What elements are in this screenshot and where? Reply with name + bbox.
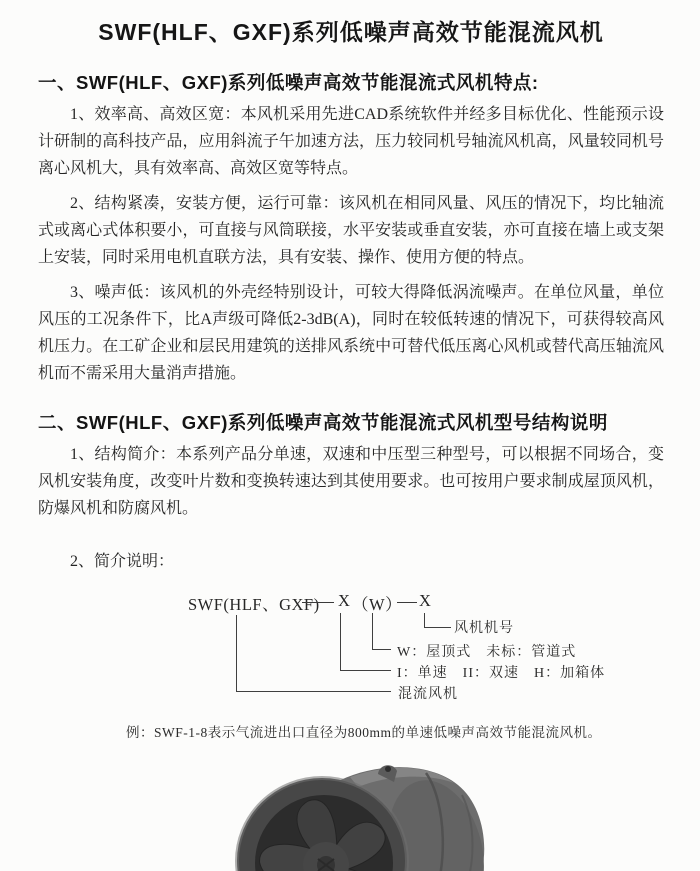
section1-paragraph-2: 2、结构紧凑，安装方便，运行可靠：该风机在相同风量、风压的情况下，均比轴流式或离心式体积要小，可直接与风筒联接，水平安装或垂直安装，亦可直接在墙上或支架上安装，同时采用电机直联方法，具有安装、操作、使用方便的特点。 bbox=[38, 195, 664, 266]
formula-dash-1 bbox=[302, 602, 334, 603]
section1-paragraph-1: 1、效率高、高效区宽：本风机采用先进CAD系统软件并经多目标优化、性能预示设计研制的高科技产品，应用斜流子午加速方法，压力较同机号轴流风机高，风量较同机号离心风机大，具有效率高、高效区宽等特点。 bbox=[38, 106, 664, 177]
model-formula-w: （W） bbox=[352, 595, 403, 614]
model-formula-x1: X bbox=[338, 591, 351, 610]
section2-paragraph-1: 1、结构简介：本系列产品分单速，双速和中压型三种型号，可以根据不同场合，变风机安装角度，改变叶片数和变换转速达到其使用要求。也可按用户要求制成屋顶风机，防爆风机和防腐风机。 bbox=[38, 446, 664, 517]
model-formula-prefix: SWF(HLF、GXF) bbox=[188, 595, 320, 614]
diagram-label-roof-type: W：屋顶式 未标：管道式 bbox=[397, 645, 577, 660]
mixed-flow-fan-image bbox=[230, 761, 490, 871]
section1-paragraph-3: 3、噪声低：该风机的外壳经特别设计，可较大得降低涡流噪声。在单位风量，单位风压的工况条件下，比A声级可降低2-3dB(A)，同时在较低转速的情况下，可获得较高风机压力。在工矿企业和层民用建筑的送排风系统中可替代低压离心风机或替代高压轴流风机而不需采用大量消声措施。 bbox=[38, 284, 664, 382]
page-title: SWF(HLF、GXF)系列低噪声高效节能混流风机 bbox=[98, 19, 604, 45]
model-code-diagram bbox=[0, 585, 700, 709]
connector-fan-number bbox=[424, 613, 451, 628]
example-note: 例：SWF-1-8表示气流进出口直径为800mm的单速低噪声高效节能混流风机。 bbox=[126, 725, 602, 740]
fan-product-photo bbox=[230, 761, 490, 871]
diagram-label-speed-type: I：单速 II：双速 H：加箱体 bbox=[397, 666, 606, 681]
diagram-label-fan-number: 风机机号 bbox=[454, 621, 514, 636]
formula-dash-2 bbox=[397, 602, 417, 603]
section2-heading: 二、SWF(HLF、GXF)系列低噪声高效节能混流式风机型号结构说明 bbox=[38, 412, 608, 433]
model-formula-x2: X bbox=[419, 591, 432, 610]
model-diagram-subheading: 2、简介说明： bbox=[70, 553, 175, 570]
diagram-label-fan-family: 混流风机 bbox=[398, 687, 458, 702]
section1-heading: 一、SWF(HLF、GXF)系列低噪声高效节能混流式风机特点: bbox=[38, 72, 539, 93]
connector-fan-family bbox=[236, 615, 391, 692]
